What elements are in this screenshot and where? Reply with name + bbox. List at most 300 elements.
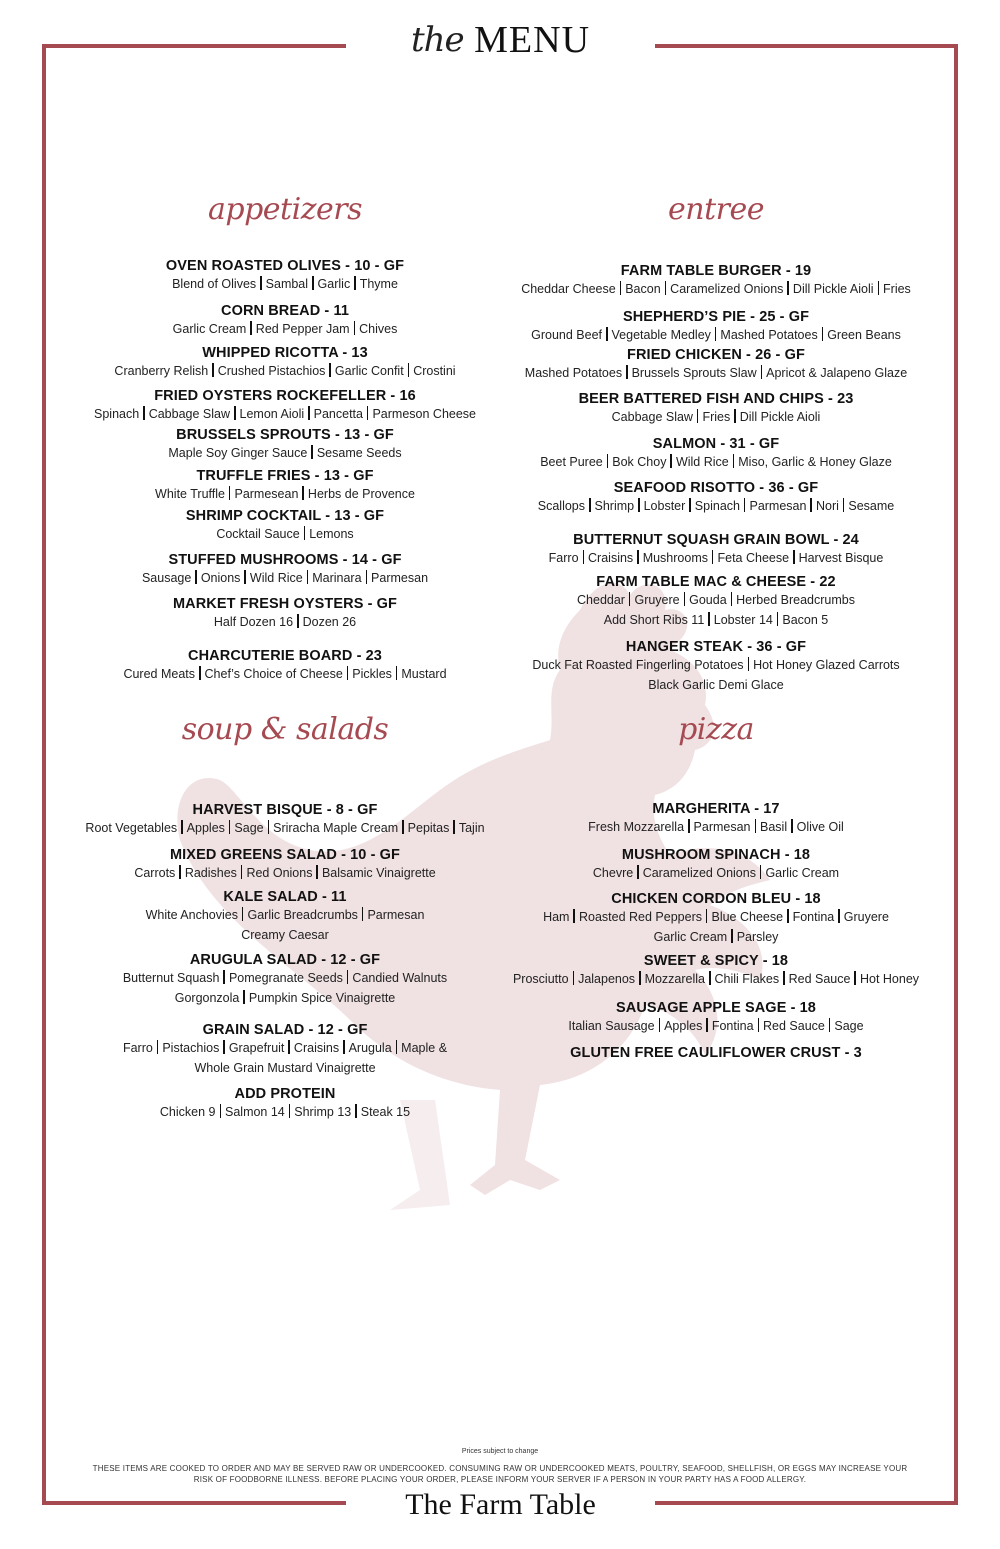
menu-item bbox=[65, 426, 505, 462]
separator bbox=[312, 276, 314, 290]
ingredient: Fries bbox=[883, 282, 911, 296]
menu-item bbox=[500, 531, 932, 567]
menu-item-name: CHICKEN CORDON BLEU - 18 bbox=[611, 891, 821, 907]
ingredient: Parmesan bbox=[367, 908, 425, 922]
menu-item-description bbox=[65, 926, 505, 944]
separator bbox=[343, 1040, 345, 1054]
separator bbox=[688, 819, 690, 833]
ingredient: Apples bbox=[186, 821, 225, 835]
menu-item-name: SAUSAGE APPLE SAGE - 18 bbox=[616, 1000, 816, 1016]
menu-item-description bbox=[65, 275, 505, 293]
ingredient: Add Short Ribs 11 bbox=[603, 613, 705, 627]
separator bbox=[354, 276, 356, 290]
separator bbox=[234, 406, 236, 420]
menu-item-description bbox=[65, 969, 505, 987]
ingredient: Farro bbox=[548, 551, 579, 565]
menu-item bbox=[500, 1044, 932, 1062]
menu-item-name: ADD PROTEIN bbox=[234, 1086, 336, 1102]
menu-item-name: SEAFOOD RISOTTO - 36 - GF bbox=[613, 480, 819, 496]
ingredient: Fresh Mozzarella bbox=[588, 820, 685, 834]
separator bbox=[793, 550, 795, 564]
menu-item-description bbox=[65, 819, 505, 837]
ingredient: Garlic bbox=[317, 277, 351, 291]
ingredient: Carrots bbox=[134, 866, 176, 880]
menu-item-name: TRUFFLE FRIES - 13 - GF bbox=[196, 468, 374, 484]
separator bbox=[402, 820, 404, 834]
ingredient: Sage bbox=[234, 821, 264, 835]
separator bbox=[638, 498, 640, 512]
ingredient: Spinach bbox=[94, 407, 140, 421]
ingredient: Ground Beef bbox=[531, 328, 603, 342]
ingredient: Crostini bbox=[413, 364, 456, 378]
separator bbox=[606, 327, 608, 341]
menu-item-description bbox=[65, 906, 505, 924]
separator bbox=[744, 498, 746, 512]
menu-item bbox=[65, 888, 505, 944]
menu-item-description bbox=[65, 1039, 505, 1057]
ingredient: Marinara bbox=[312, 571, 362, 585]
menu-item-name: KALE SALAD - 11 bbox=[223, 889, 347, 905]
ingredient: Bacon 5 bbox=[782, 613, 829, 627]
ingredient: Whole Grain Mustard Vinaigrette bbox=[194, 1061, 376, 1075]
ingredient: Mashed Potatoes bbox=[720, 328, 818, 342]
ingredient: Cocktail Sauce bbox=[216, 527, 300, 541]
menu-item-name: MARKET FRESH OYSTERS - GF bbox=[172, 596, 398, 612]
menu-item-name: MIXED GREENS SALAD - 10 - GF bbox=[170, 847, 400, 863]
separator bbox=[396, 1040, 398, 1054]
ingredient: Duck Fat Roasted Fingerling Potatoes bbox=[532, 658, 744, 672]
separator bbox=[316, 865, 318, 879]
section-heading-pizza: pizza bbox=[678, 712, 754, 747]
menu-item-name: GLUTEN FREE CAULIFLOWER CRUST - 3 bbox=[570, 1045, 862, 1061]
menu-item-name: STUFFED MUSHROOMS - 14 - GF bbox=[168, 552, 402, 568]
ingredient: Maple Soy Ginger Sauce bbox=[168, 446, 308, 460]
separator bbox=[199, 666, 201, 680]
separator bbox=[607, 454, 609, 468]
ingredient: Shrimp 13 bbox=[294, 1105, 352, 1119]
ingredient: Harvest Bisque bbox=[798, 551, 884, 565]
ingredient: Bacon bbox=[625, 282, 661, 296]
menu-item-name: BRUSSELS SPROUTS - 13 - GF bbox=[176, 427, 394, 443]
ingredient: Bok Choy bbox=[612, 455, 667, 469]
allergy-disclaimer: THESE ITEMS ARE COOKED TO ORDER AND MAY BE SERVED RAW OR UNDERCOOKED. CONSUMING RAW OR UNDERCOOKED MEATS, POULTRY, SEAFOOD, SHELLFISH, OR EGGS MAY INCREASE YOUR RISK OF FOODBORNE ILLNESS. BEFORE PLACING YOUR ORDER, PLEASE INFORM YOUR SERVER IF A PERSON IN YOUR PARTY HAS A FOOD ALLERGY. bbox=[92, 1464, 908, 1484]
separator bbox=[311, 445, 313, 459]
ingredient: Miso, Garlic & Honey Glaze bbox=[738, 455, 892, 469]
separator bbox=[250, 321, 252, 335]
separator bbox=[308, 406, 310, 420]
ingredient: Red Onions bbox=[246, 866, 313, 880]
separator bbox=[396, 666, 398, 680]
menu-item-name: BEER BATTERED FISH AND CHIPS - 23 bbox=[578, 391, 854, 407]
separator bbox=[362, 907, 364, 921]
ingredient: Fontina bbox=[792, 910, 835, 924]
menu-item-description bbox=[65, 362, 505, 380]
ingredient: Pomegranate Seeds bbox=[228, 971, 343, 985]
ingredient: Cabbage Slaw bbox=[611, 410, 693, 424]
menu-item-description bbox=[500, 611, 932, 629]
menu-item-description bbox=[500, 928, 932, 946]
menu-item bbox=[500, 800, 932, 836]
ingredient: Arugula bbox=[348, 1041, 392, 1055]
menu-item-description bbox=[65, 613, 505, 631]
menu-item-name: BUTTERNUT SQUASH GRAIN BOWL - 24 bbox=[573, 532, 859, 548]
menu-item-description bbox=[500, 656, 932, 674]
menu-item-name: MUSHROOM SPINACH - 18 bbox=[621, 847, 811, 863]
ingredient: Mushrooms bbox=[642, 551, 708, 565]
ingredient: Chili Flakes bbox=[714, 972, 780, 986]
ingredient: Chives bbox=[359, 322, 398, 336]
separator bbox=[689, 498, 691, 512]
ingredient: Fontina bbox=[711, 1019, 754, 1033]
ingredient: Mozzarella bbox=[644, 972, 705, 986]
ingredient: Lemons bbox=[309, 527, 354, 541]
ingredient: Feta Cheese bbox=[717, 551, 790, 565]
ingredient: Balsamic Vinaigrette bbox=[321, 866, 436, 880]
menu-item bbox=[65, 595, 505, 631]
frame-border-left bbox=[42, 44, 46, 1505]
menu-item-description bbox=[500, 676, 932, 694]
ingredient: Basil bbox=[760, 820, 788, 834]
separator bbox=[637, 550, 639, 564]
ingredient: Radishes bbox=[184, 866, 237, 880]
ingredient: Steak 15 bbox=[360, 1105, 411, 1119]
menu-item-description bbox=[65, 1103, 505, 1121]
ingredient: Gorgonzola bbox=[174, 991, 240, 1005]
ingredient: Brussels Sprouts Slaw bbox=[631, 366, 757, 380]
ingredient: Lobster 14 bbox=[713, 613, 773, 627]
menu-item bbox=[65, 387, 505, 423]
menu-item-name: CORN BREAD - 11 bbox=[221, 303, 349, 319]
separator bbox=[733, 454, 735, 468]
menu-item bbox=[500, 479, 932, 515]
ingredient: Nori bbox=[815, 499, 839, 513]
menu-item bbox=[65, 467, 505, 503]
separator bbox=[195, 570, 197, 584]
separator bbox=[620, 281, 622, 295]
menu-item-name: MARGHERITA - 17 bbox=[652, 801, 780, 817]
menu-item-description bbox=[65, 1059, 505, 1077]
ingredient: Cranberry Relish bbox=[114, 364, 209, 378]
separator bbox=[573, 909, 575, 923]
ingredient: Scallops bbox=[537, 499, 585, 513]
ingredient: Garlic Cream bbox=[172, 322, 247, 336]
ingredient: Fries bbox=[702, 410, 731, 424]
menu-item-description bbox=[500, 549, 932, 567]
menu-item-description bbox=[65, 569, 505, 587]
menu-item bbox=[500, 346, 932, 382]
ingredient: Sesame Seeds bbox=[316, 446, 402, 460]
ingredient: Onions bbox=[200, 571, 241, 585]
separator bbox=[712, 550, 714, 564]
separator bbox=[223, 970, 225, 984]
ingredient: Wild Rice bbox=[249, 571, 303, 585]
separator bbox=[684, 592, 686, 606]
menu-item-description bbox=[65, 444, 505, 462]
ingredient: Sambal bbox=[265, 277, 309, 291]
ingredient: Candied Walnuts bbox=[352, 971, 448, 985]
ingredient: Gouda bbox=[689, 593, 727, 607]
menu-item-description bbox=[500, 908, 932, 926]
ingredient: Italian Sausage bbox=[568, 1019, 655, 1033]
ingredient: Herbed Breadcrumbs bbox=[736, 593, 855, 607]
separator bbox=[367, 406, 369, 420]
page-title bbox=[346, 18, 655, 78]
separator bbox=[791, 819, 793, 833]
separator bbox=[777, 612, 779, 626]
ingredient: Chicken 9 bbox=[159, 1105, 216, 1119]
ingredient: White Anchovies bbox=[145, 908, 238, 922]
menu-item-name: FRIED CHICKEN - 26 - GF bbox=[627, 347, 805, 363]
separator bbox=[758, 1018, 760, 1032]
separator bbox=[854, 971, 856, 985]
ingredient: Lemon Aioli bbox=[239, 407, 305, 421]
ingredient: Parmesan bbox=[749, 499, 807, 513]
menu-item-description bbox=[500, 280, 932, 298]
ingredient: Maple & bbox=[401, 1041, 448, 1055]
ingredient: Shrimp bbox=[594, 499, 635, 513]
ingredient: Spinach bbox=[694, 499, 740, 513]
ingredient: Dozen 26 bbox=[302, 615, 357, 629]
ingredient: Gruyere bbox=[634, 593, 680, 607]
separator bbox=[589, 498, 591, 512]
menu-item bbox=[500, 999, 932, 1035]
ingredient: Salmon 14 bbox=[225, 1105, 285, 1119]
ingredient: Olive Oil bbox=[796, 820, 844, 834]
menu-item bbox=[500, 390, 932, 426]
separator bbox=[706, 1018, 708, 1032]
separator bbox=[731, 592, 733, 606]
menu-item-description bbox=[65, 989, 505, 1007]
ingredient: Craisins bbox=[293, 1041, 340, 1055]
ingredient: Butternut Squash bbox=[122, 971, 220, 985]
separator bbox=[304, 526, 306, 540]
frame-border-bottom-right bbox=[655, 1501, 958, 1505]
menu-item-description bbox=[65, 320, 505, 338]
ingredient: Blend of Olives bbox=[172, 277, 257, 291]
ingredient: Blue Cheese bbox=[711, 910, 784, 924]
menu-item bbox=[65, 344, 505, 380]
separator bbox=[878, 281, 880, 295]
separator bbox=[157, 1040, 159, 1054]
ingredient: Thyme bbox=[359, 277, 398, 291]
ingredient: Tajin bbox=[458, 821, 485, 835]
ingredient: Craisins bbox=[588, 551, 634, 565]
menu-item-description bbox=[500, 497, 932, 515]
separator bbox=[810, 498, 812, 512]
ingredient: White Truffle bbox=[155, 487, 225, 501]
ingredient: Wild Rice bbox=[675, 455, 729, 469]
separator bbox=[697, 409, 699, 423]
separator bbox=[229, 486, 231, 500]
ingredient: Roasted Red Peppers bbox=[578, 910, 702, 924]
ingredient: Cabbage Slaw bbox=[148, 407, 230, 421]
section-heading-entree: entree bbox=[668, 192, 764, 227]
separator bbox=[626, 365, 628, 379]
ingredient: Jalapenos bbox=[578, 972, 636, 986]
separator bbox=[260, 276, 262, 290]
ingredient: Hot Honey bbox=[859, 972, 920, 986]
ingredient: Caramelized Onions bbox=[670, 282, 784, 296]
separator bbox=[408, 363, 410, 377]
ingredient: Vegetable Medley bbox=[611, 328, 711, 342]
ingredient: Dill Pickle Aioli bbox=[792, 282, 874, 296]
restaurant-name: The Farm Table bbox=[405, 1488, 596, 1521]
separator bbox=[289, 1104, 291, 1118]
separator bbox=[223, 1040, 225, 1054]
menu-item bbox=[500, 573, 932, 629]
menu-item-description bbox=[500, 864, 932, 882]
separator bbox=[573, 971, 575, 985]
menu-item-description bbox=[500, 970, 932, 988]
ingredient: Cheddar Cheese bbox=[521, 282, 616, 296]
separator bbox=[734, 409, 736, 423]
separator bbox=[670, 454, 672, 468]
separator bbox=[243, 990, 245, 1004]
frame-border-bottom-left bbox=[42, 1501, 346, 1505]
section-heading-appetizers: appetizers bbox=[208, 192, 362, 227]
separator bbox=[706, 909, 708, 923]
ingredient: Red Sauce bbox=[788, 972, 851, 986]
menu-item bbox=[65, 1085, 505, 1121]
ingredient: Red Sauce bbox=[763, 1019, 825, 1033]
separator bbox=[639, 971, 641, 985]
separator bbox=[760, 865, 762, 879]
separator bbox=[843, 498, 845, 512]
separator bbox=[665, 281, 667, 295]
ingredient: Parsley bbox=[736, 930, 779, 944]
menu-item bbox=[500, 262, 932, 298]
frame-border-top-left bbox=[42, 44, 346, 48]
ingredient: Parmesan bbox=[371, 571, 429, 585]
ingredient: Mustard bbox=[401, 667, 447, 681]
menu-item bbox=[500, 846, 932, 882]
separator bbox=[366, 570, 368, 584]
ingredient: Cheddar bbox=[577, 593, 625, 607]
menu-item bbox=[65, 1021, 505, 1077]
menu-item-name: FARM TABLE MAC & CHEESE - 22 bbox=[596, 574, 836, 590]
ingredient: Root Vegetables bbox=[85, 821, 178, 835]
ingredient: Pepitas bbox=[407, 821, 450, 835]
ingredient: Dill Pickle Aioli bbox=[739, 410, 821, 424]
separator bbox=[268, 820, 270, 834]
separator bbox=[829, 1018, 831, 1032]
separator bbox=[307, 570, 309, 584]
separator bbox=[659, 1018, 661, 1032]
ingredient: Parmesean bbox=[234, 487, 299, 501]
menu-item-description bbox=[500, 364, 932, 382]
ingredient: Ham bbox=[543, 910, 570, 924]
menu-item-description bbox=[500, 326, 932, 344]
separator bbox=[302, 486, 304, 500]
menu-item-name: FRIED OYSTERS ROCKEFELLER - 16 bbox=[154, 388, 416, 404]
separator bbox=[242, 907, 244, 921]
ingredient: Caramelized Onions bbox=[642, 866, 756, 880]
ingredient: Prosciutto bbox=[512, 972, 569, 986]
menu-item bbox=[65, 551, 505, 587]
separator bbox=[583, 550, 585, 564]
ingredient: Sesame bbox=[848, 499, 895, 513]
ingredient: Farro bbox=[122, 1041, 153, 1055]
menu-item bbox=[65, 257, 505, 293]
separator bbox=[220, 1104, 222, 1118]
menu-item-description bbox=[500, 818, 932, 836]
separator bbox=[354, 321, 356, 335]
separator bbox=[229, 820, 231, 834]
ingredient: Lobster bbox=[643, 499, 686, 513]
menu-item-name: SWEET & SPICY - 18 bbox=[643, 953, 789, 969]
page-title-script: the bbox=[410, 20, 464, 60]
prices-note: Prices subject to change bbox=[461, 1448, 539, 1455]
menu-item-name: WHIPPED RICOTTA - 13 bbox=[202, 345, 368, 361]
ingredient: Pistachios bbox=[162, 1041, 220, 1055]
ingredient: Crushed Pistachios bbox=[217, 364, 326, 378]
ingredient: Chevre bbox=[592, 866, 634, 880]
menu-item bbox=[500, 638, 932, 694]
menu-item-name: HARVEST BISQUE - 8 - GF bbox=[192, 802, 378, 818]
separator bbox=[329, 363, 331, 377]
separator bbox=[708, 612, 710, 626]
separator bbox=[755, 819, 757, 833]
separator bbox=[453, 820, 455, 834]
ingredient: Garlic Confit bbox=[334, 364, 404, 378]
menu-item-name: HANGER STEAK - 36 - GF bbox=[625, 639, 807, 655]
menu-item bbox=[65, 801, 505, 837]
menu-item bbox=[500, 952, 932, 988]
ingredient: Pancetta bbox=[313, 407, 363, 421]
separator bbox=[637, 865, 639, 879]
menu-item bbox=[65, 507, 505, 543]
ingredient: Sriracha Maple Cream bbox=[273, 821, 399, 835]
menu-item bbox=[65, 846, 505, 882]
ingredient: Hot Honey Glazed Carrots bbox=[753, 658, 900, 672]
menu-item-name: SHEPHERD’S PIE - 25 - GF bbox=[622, 309, 810, 325]
page-title-main: MENU bbox=[474, 19, 591, 61]
ingredient: Gruyere bbox=[843, 910, 889, 924]
ingredient: Creamy Caesar bbox=[241, 928, 329, 942]
frame-border-top-right bbox=[655, 44, 958, 48]
menu-item bbox=[500, 890, 932, 946]
separator bbox=[179, 865, 181, 879]
menu-item-description bbox=[500, 1017, 932, 1035]
ingredient: Garlic Cream bbox=[653, 930, 728, 944]
ingredient: Apples bbox=[664, 1019, 703, 1033]
menu-item bbox=[65, 647, 505, 683]
menu-item-description bbox=[65, 864, 505, 882]
ingredient: Pickles bbox=[352, 667, 392, 681]
ingredient: Green Beans bbox=[827, 328, 901, 342]
menu-item-name: SALMON - 31 - GF bbox=[652, 436, 780, 452]
separator bbox=[787, 909, 789, 923]
separator bbox=[297, 614, 299, 628]
menu-item-name: CHARCUTERIE BOARD - 23 bbox=[188, 648, 382, 664]
ingredient: Herbs de Provence bbox=[307, 487, 415, 501]
separator bbox=[181, 820, 183, 834]
ingredient: Grapefruit bbox=[228, 1041, 285, 1055]
separator bbox=[347, 666, 349, 680]
ingredient: Garlic Breadcrumbs bbox=[247, 908, 358, 922]
menu-item-description bbox=[65, 665, 505, 683]
separator bbox=[783, 971, 785, 985]
separator bbox=[731, 929, 733, 943]
ingredient: Garlic Cream bbox=[765, 866, 840, 880]
menu-item-description bbox=[65, 525, 505, 543]
menu-item-name: SHRIMP COCKTAIL - 13 - GF bbox=[185, 508, 385, 524]
menu-item-description bbox=[500, 453, 932, 471]
section-heading-soup-salads: soup & salads bbox=[181, 712, 389, 747]
separator bbox=[241, 865, 243, 879]
separator bbox=[347, 970, 349, 984]
ingredient: Parmeson Cheese bbox=[372, 407, 476, 421]
